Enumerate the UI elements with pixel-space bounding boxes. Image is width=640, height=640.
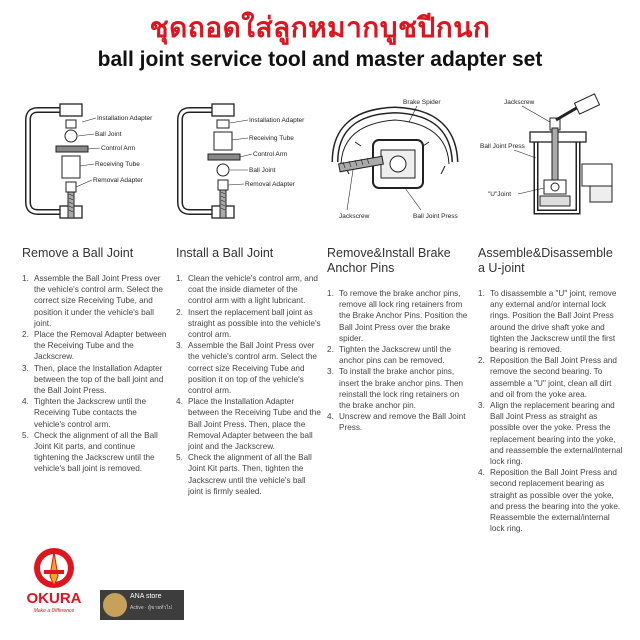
step-item: Clean the vehicle's control arm, and coat the inside diameter of the control arm with a light lubricant. xyxy=(188,274,318,306)
remove-ball-joint-illustration xyxy=(20,92,160,232)
step-item: Align the replacement bearing and Ball Joint Press as straight as possible over the yoke. Press the replacement bearing into the yoke, and reassemble the external/internal lock ring. xyxy=(490,401,623,467)
fig4-label-ball-joint-press: Ball Joint Press xyxy=(480,143,525,150)
section-title: Remove a Ball Joint xyxy=(22,246,134,260)
step-item: Place the Installation Adapter between the Receiving Tube and the Ball Joint Press. Then, place the Removal Adapter between the ball joint and the Jackscrew. xyxy=(188,397,321,452)
fig2-label-receiving-tube: Receiving Tube xyxy=(249,135,294,142)
section-title: Install a Ball Joint xyxy=(176,246,274,260)
section-brake-anchor-pins xyxy=(327,246,472,434)
install-ball-joint-illustration xyxy=(172,92,312,232)
okura-emblem-icon xyxy=(14,546,94,592)
step-item: Assemble the Ball Joint Press over the vehicle's control arm. Select the correct size Receiving Tube and position it on top of the vehicle's control arm. xyxy=(188,341,317,396)
fig3-label-brake-spider: Brake Spider xyxy=(403,99,441,106)
fig2-label-ball-joint: Ball Joint xyxy=(249,167,276,174)
steps-list xyxy=(22,273,167,475)
brake-anchor-pins-illustration xyxy=(325,92,465,232)
step-item: Place the Removal Adapter between the Receiving Tube and the Jackscrew. xyxy=(34,330,167,362)
fig2-label-control-arm: Control Arm xyxy=(253,151,288,158)
brand-name: OKURA xyxy=(26,590,82,607)
step-item: Assemble the Ball Joint Press over the vehicle's control arm. Select the correct size Receiving Tube, and position it under the vehicle's ball joint. xyxy=(34,274,163,328)
store-subtitle: Active · ผู้ขายทั่วไป xyxy=(130,605,172,611)
thai-title: ชุดถอดใส่ลูกหมากบูชปีกนก xyxy=(149,11,491,44)
brand-tagline: Make a Difference xyxy=(33,608,75,614)
step-item: Reposition the Ball Joint Press and second replacement bearing as straight as possible over the yoke, and press the bearing into the yoke. Reassemble the external/internal lock ring. xyxy=(490,468,621,534)
steps-list xyxy=(478,288,623,534)
section-remove-ball-joint xyxy=(22,246,167,475)
fig2-label-installation-adapter: Installation Adapter xyxy=(249,117,305,124)
step-item: To disassemble a "U" joint, remove any external and/or internal lock rings. Position the Ball Joint Press around the drive shaft yoke and tighten the Jackscrew until the first bearing is removed. xyxy=(490,289,617,355)
fig3-label-jackscrew: Jackscrew xyxy=(339,213,370,220)
section-title: Remove&Install Brake Anchor Pins xyxy=(327,246,451,275)
step-item: Check the alignment of all the Ball Joint Kit parts, and continue tightening the Jackscrew until the vehicle's ball joint is removed. xyxy=(34,430,158,474)
english-title: ball joint service tool and master adapter set xyxy=(97,48,543,71)
fig4-label-jackscrew: Jackscrew xyxy=(504,99,535,106)
step-item: To install the brake anchor pins, insert the brake anchor pins. Then reinstall the lock ring retainers on the brake anchor pin. xyxy=(339,367,464,411)
step-item: Tighten the Jackscrew until the Receiving Tube contacts the vehicle's control arm. xyxy=(34,397,147,429)
section-title: Assemble&Disassemble a U-joint xyxy=(478,246,613,275)
steps-list xyxy=(327,288,472,434)
section-u-joint xyxy=(478,246,623,534)
section-install-ball-joint xyxy=(176,246,321,497)
fig4-label-u-joint: "U"Joint xyxy=(488,191,512,198)
step-item: Check the alignment of all the Ball Joint Kit parts. Then, tighten the Jackscrew until the vehicle's ball joint is firmly sealed. xyxy=(188,453,312,496)
store-name: ANA store xyxy=(130,593,162,600)
step-item: Unscrew and remove the Ball Joint Press. xyxy=(339,412,466,433)
step-item: To remove the brake anchor pins, remove all lock ring retainers from the Brake Anchor Pins. Position the Ball Joint Press over the brake spider. xyxy=(339,289,468,343)
fig1-label-control-arm: Control Arm xyxy=(101,145,136,152)
avatar xyxy=(103,593,127,617)
okura-logo xyxy=(14,546,94,632)
u-joint-illustration xyxy=(478,92,618,232)
step-item: Then, place the Installation Adapter between the top of the ball joint and the Ball Joint Press. xyxy=(34,363,164,396)
step-item: Tighten the Jackscrew until the anchor pins can be removed. xyxy=(339,345,452,366)
fig1-label-removal-adapter: Removal Adapter xyxy=(93,177,143,184)
fig1-label-receiving-tube: Receiving Tube xyxy=(95,161,140,168)
fig1-label-installation-adapter: Installation Adapter xyxy=(97,115,153,122)
fig1-label-ball-joint: Ball Joint xyxy=(95,131,122,138)
fig3-label-ball-joint-press: Ball Joint Press xyxy=(413,213,458,220)
store-badge[interactable] xyxy=(100,590,184,620)
step-item: Insert the replacement ball joint as straight as possible into the vehicle's control arm. xyxy=(188,307,321,340)
step-item: Reposition the Ball Joint Press and remove the second bearing. To assemble a "U" joint, clean all dirt and oil from the yoke area. xyxy=(490,356,617,399)
steps-list xyxy=(176,273,321,497)
fig2-label-removal-adapter: Removal Adapter xyxy=(245,181,295,188)
